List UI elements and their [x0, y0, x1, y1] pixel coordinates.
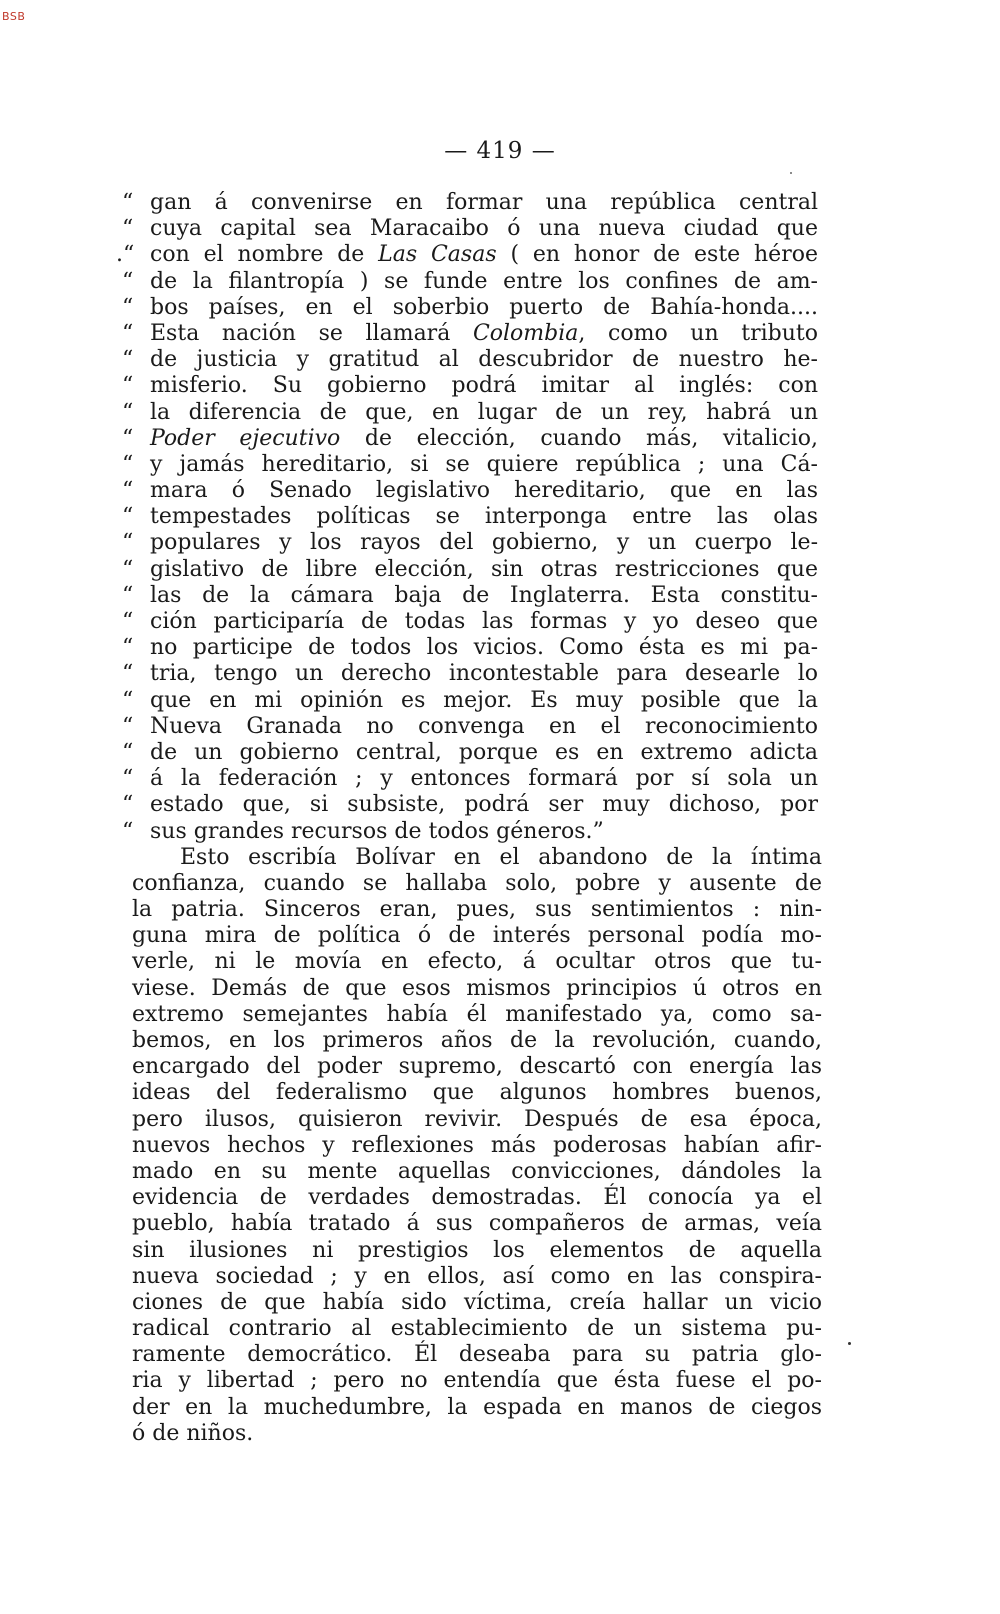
paragraph-line [0, 1421, 1000, 1447]
paragraph-line-text: nuevos hechos y reflexiones más poderosas habían afir- [132, 1132, 822, 1158]
paragraph-line [0, 1290, 1000, 1316]
line-text: , como un tributo [578, 320, 818, 346]
paragraph-line-text: ideas del federalismo que algunos hombres buenos, [132, 1080, 822, 1106]
quote-mark: “ [122, 661, 134, 687]
quote-line [0, 242, 1000, 268]
line-text: misferio. Su gobierno podrá imitar al inglés: con [150, 373, 818, 399]
quote-line-text [150, 347, 818, 373]
quote-line-text [150, 819, 818, 845]
paragraph-line [0, 1002, 1000, 1028]
quote-line-text [150, 242, 818, 268]
quote-mark: “ [122, 399, 134, 425]
quote-mark: “ [122, 530, 134, 556]
library-stamp: BSB [2, 10, 26, 23]
paragraph-line [0, 1316, 1000, 1342]
speck-mark [790, 172, 792, 174]
quote-mark: “ [122, 713, 134, 739]
paragraph-line-text: confianza, cuando se hallaba solo, pobre y ausente de [132, 870, 822, 896]
quote-line-text [150, 295, 818, 321]
quote-mark: “ [122, 216, 134, 242]
quote-line-text [150, 661, 818, 687]
paragraph-line-text: verle, ni le movía en efecto, á ocultar otros que tu- [132, 949, 822, 975]
paragraph-line [0, 1342, 1000, 1368]
quote-mark: “ [122, 635, 134, 661]
paragraph-line-text: ria y libertad ; pero no entendía que ésta fuese el po- [132, 1368, 822, 1394]
line-text: ción participaría de todas las formas y yo deseo que [150, 609, 818, 634]
line-text: tempestades políticas se interponga entre las olas [150, 504, 818, 530]
quote-line [0, 400, 1000, 426]
line-text: y jamás hereditario, si se quiere república ; una Cá- [150, 451, 818, 477]
quote-mark: “ [122, 739, 134, 765]
line-text: estado que, si subsiste, podrá ser muy dichoso, por [150, 792, 818, 818]
paragraph-line-text: pero ilusos, quisieron revivir. Después de esa época, [132, 1106, 822, 1132]
quote-mark: “ [122, 504, 134, 530]
quote-line [0, 452, 1000, 478]
quote-line-text [150, 688, 818, 714]
paragraph-line-text: viese. Demás de que esos mismos principios ú otros en [132, 975, 822, 1001]
line-text: populares y los rayos del gobierno, y un cuerpo le- [150, 530, 818, 556]
quote-line [0, 792, 1000, 818]
speck-mark [848, 1342, 851, 1345]
quote-mark: “ [122, 556, 134, 582]
paragraph-line [0, 1395, 1000, 1421]
paragraph-line-text: pueblo, había tratado á sus compañeros de armas, veía [132, 1211, 822, 1237]
line-text: gan á convenirse en formar una república central [150, 190, 818, 215]
quote-mark: .“ [116, 242, 135, 268]
italic-term: Poder ejecutivo [150, 425, 341, 451]
paragraph-line [0, 1054, 1000, 1080]
paragraph-line [0, 1185, 1000, 1211]
paragraph-line [0, 1211, 1000, 1237]
quote-mark: “ [122, 190, 134, 215]
quote-mark: “ [122, 320, 134, 346]
quote-line-text [150, 190, 818, 216]
line-text: tria, tengo un derecho incontestable para desearle lo [150, 661, 818, 687]
quote-line [0, 661, 1000, 687]
line-text: de un gobierno central, porque es en extremo adicta [150, 739, 818, 765]
quote-line [0, 530, 1000, 556]
quote-mark: “ [122, 347, 134, 373]
quote-mark: “ [122, 792, 134, 818]
line-text: bos países, en el soberbio puerto de Bahía-honda.... [150, 294, 818, 320]
line-text: no participe de todos los vicios. Como ésta es mi pa- [150, 635, 818, 661]
quote-mark: “ [122, 766, 134, 792]
quote-line-text [150, 269, 818, 295]
quote-line-text [150, 373, 818, 399]
quote-mark: “ [122, 582, 134, 608]
paragraph-line [0, 1368, 1000, 1394]
quote-line [0, 373, 1000, 399]
paragraph-line-text: Esto escribía Bolívar en el abandono de la íntima [180, 844, 822, 870]
paragraph-line-text: nueva sociedad ; y en ellos, así como en las conspira- [132, 1263, 822, 1289]
paragraph-line-text: encargado del poder supremo, descartó con energía las [132, 1054, 822, 1080]
paragraph-line-text: mado en su mente aquellas convicciones, dándoles la [132, 1158, 822, 1184]
line-text: cuya capital sea Maracaibo ó una nueva ciudad que [150, 216, 818, 242]
quote-line [0, 216, 1000, 242]
quote-line-text [150, 609, 818, 635]
line-text: de justicia y gratitud al descubridor de nuestro he- [150, 347, 818, 373]
paragraph-line-text: ciones de que había sido víctima, creía hallar un vicio [132, 1289, 822, 1315]
quote-line-text [150, 583, 818, 609]
paragraph-line [0, 1080, 1000, 1106]
quote-line [0, 635, 1000, 661]
paragraph-line [0, 923, 1000, 949]
quote-mark: “ [122, 687, 134, 713]
quote-line [0, 819, 1000, 845]
quote-line [0, 426, 1000, 452]
quote-mark: “ [122, 425, 134, 451]
quote-line [0, 714, 1000, 740]
line-text: la diferencia de que, en lugar de un rey, habrá un [150, 399, 818, 425]
quote-line-text [150, 792, 818, 818]
paragraph-line [0, 1159, 1000, 1185]
line-text: las de la cámara baja de Inglaterra. Esta constitu- [150, 582, 818, 608]
paragraph-line-text: bemos, en los primeros años de la revolución, cuando, [132, 1028, 822, 1053]
paragraph-line [0, 1238, 1000, 1264]
paragraph-line [0, 897, 1000, 923]
paragraph-line-text: extremo semejantes había él manifestado ya, como sa- [132, 1001, 822, 1027]
italic-term: Colombia [472, 320, 579, 346]
quote-line-text [150, 557, 818, 583]
quote-mark: “ [122, 373, 134, 399]
quote-line-text [150, 400, 818, 426]
quote-line [0, 190, 1000, 216]
quote-line [0, 766, 1000, 792]
line-text: Nueva Granada no convenga en el reconocimiento [150, 713, 818, 739]
paragraph-line [0, 871, 1000, 897]
paragraph-line-text: sin ilusiones ni prestigios los elementos de aquella [132, 1237, 822, 1263]
quote-line-text [150, 635, 818, 661]
paragraph-line-text: evidencia de verdades demostradas. Él conocía ya el [132, 1185, 822, 1211]
quote-mark: “ [122, 268, 134, 294]
paragraph-line [0, 1107, 1000, 1133]
page-body [0, 190, 1000, 1447]
line-text: ( en honor de este héroe [496, 242, 818, 268]
paragraph-line-text: radical contrario al establecimiento de un sistema pu- [132, 1316, 822, 1342]
quote-line [0, 269, 1000, 295]
line-text: sus grandes recursos de todos géneros.” [150, 818, 604, 844]
quote-line-text [150, 426, 818, 452]
line-text: á la federación ; y entonces formará por sí sola un [150, 766, 818, 792]
quote-mark: “ [122, 818, 134, 844]
line-text: Esta nación se llamará [150, 320, 473, 346]
quote-line-text [150, 504, 818, 530]
quote-line [0, 321, 1000, 347]
quote-line [0, 478, 1000, 504]
italic-term: Las Casas [378, 242, 497, 268]
quote-line-text [150, 216, 818, 242]
paragraph-line [0, 1028, 1000, 1054]
paragraph-line [0, 1264, 1000, 1290]
paragraph-line [0, 845, 1000, 871]
quote-mark: “ [122, 609, 134, 634]
quote-line-text [150, 478, 818, 504]
quote-line [0, 609, 1000, 635]
quote-mark: “ [122, 451, 134, 477]
line-text: gislativo de libre elección, sin otras restricciones que [150, 556, 818, 582]
paragraph-line-text: ó de niños. [132, 1420, 254, 1446]
quote-line [0, 688, 1000, 714]
quote-line-text [150, 452, 818, 478]
quote-line-text [150, 714, 818, 740]
quote-line-text [150, 321, 818, 347]
paragraph-line [0, 976, 1000, 1002]
paragraph-line [0, 949, 1000, 975]
quote-line [0, 740, 1000, 766]
line-text: que en mi opinión es mejor. Es muy posible que la [150, 687, 818, 713]
quote-line [0, 347, 1000, 373]
quote-mark: “ [122, 478, 134, 504]
quote-line [0, 583, 1000, 609]
quote-mark: “ [122, 294, 134, 320]
paragraph-line-text: guna mira de política ó de interés personal podía mo- [132, 923, 822, 949]
paragraph-line-text: der en la muchedumbre, la espada en manos de ciegos [132, 1394, 822, 1420]
paragraph-line-text: la patria. Sinceros eran, pues, sus sentimientos : nin- [132, 897, 822, 923]
paragraph-line-text: ramente democrático. Él deseaba para su patria glo- [132, 1342, 822, 1368]
line-text: mara ó Senado legislativo hereditario, que en las [150, 478, 818, 504]
quote-line [0, 557, 1000, 583]
quote-line [0, 504, 1000, 530]
line-text: de la filantropía ) se funde entre los confines de am- [150, 268, 818, 294]
quote-line-text [150, 530, 818, 556]
quote-line-text [150, 766, 818, 792]
paragraph-line [0, 1133, 1000, 1159]
page-number: — 419 — [444, 138, 556, 164]
line-text: con el nombre de [150, 242, 379, 268]
line-text: de elección, cuando más, vitalicio, [340, 425, 818, 451]
quote-line [0, 295, 1000, 321]
quote-line-text [150, 740, 818, 766]
